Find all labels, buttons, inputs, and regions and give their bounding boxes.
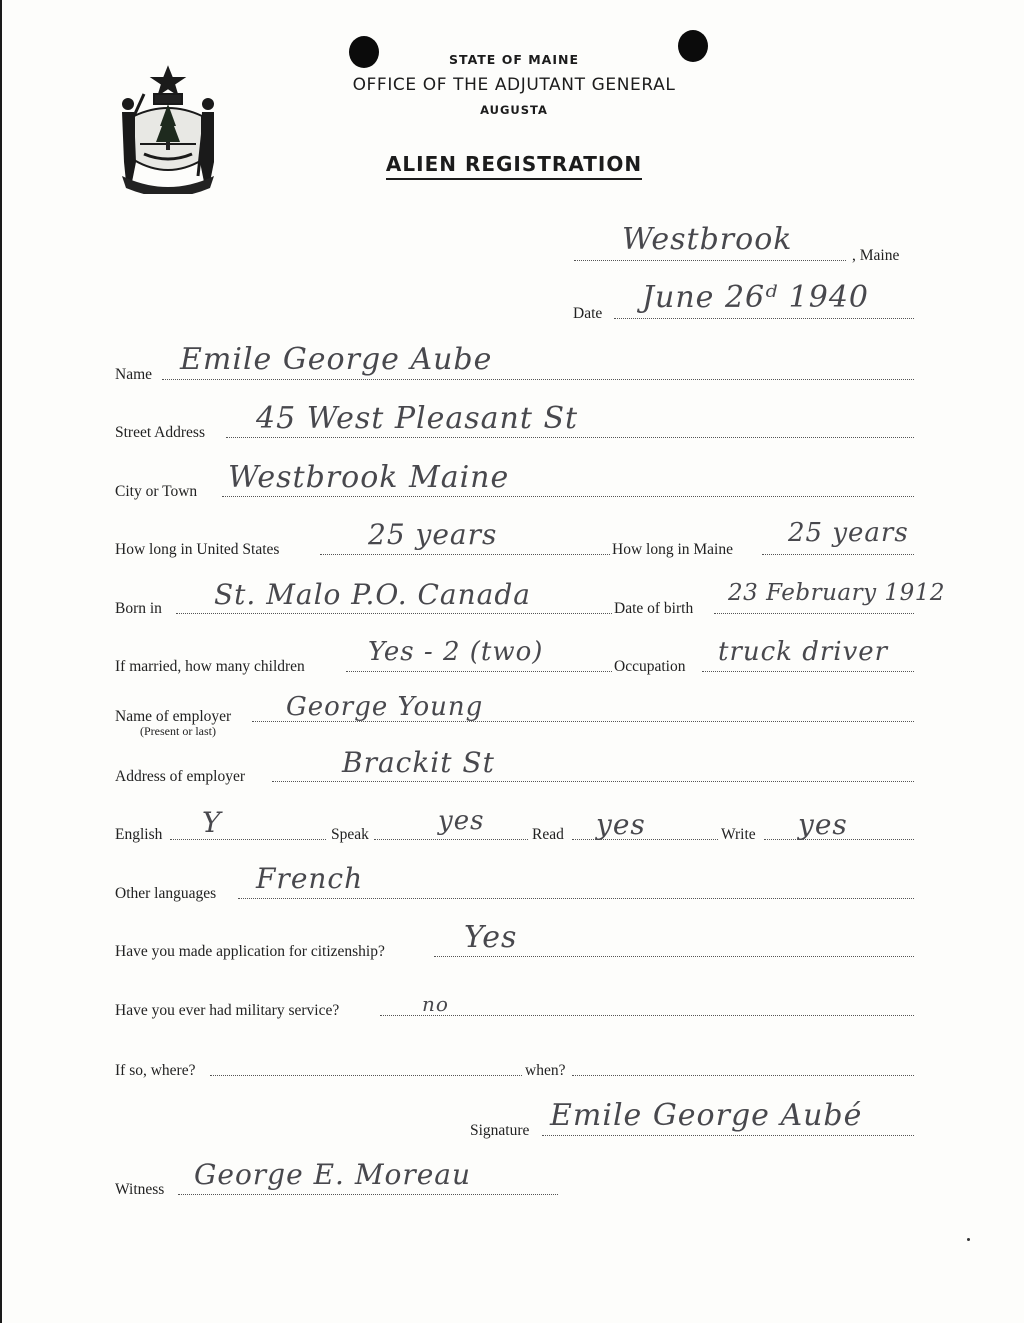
form-title: ALIEN REGISTRATION bbox=[2, 152, 1024, 180]
name-label: Name bbox=[115, 366, 153, 383]
employer-sublabel: (Present or last) bbox=[140, 724, 216, 738]
witness-value: George E. Moreau bbox=[194, 1158, 472, 1191]
citizenship-value: Yes bbox=[464, 920, 518, 955]
witness-label: Witness bbox=[115, 1181, 165, 1198]
speak-value: yes bbox=[438, 806, 485, 836]
english-value: Y bbox=[202, 806, 222, 839]
write-value: yes bbox=[798, 808, 848, 841]
read-value: yes bbox=[596, 808, 646, 841]
city-value: Westbrook Maine bbox=[228, 460, 510, 495]
street-value: 45 West Pleasant St bbox=[256, 401, 579, 436]
us-time-label: How long in United States bbox=[115, 541, 280, 558]
occupation-label: Occupation bbox=[614, 658, 686, 675]
dob-label: Date of birth bbox=[614, 600, 694, 617]
speak-label: Speak bbox=[331, 826, 369, 843]
write-label: Write bbox=[721, 826, 756, 843]
place-suffix: , Maine bbox=[852, 247, 900, 264]
dob-value: 23 February 1912 bbox=[728, 580, 945, 606]
languages-label: Other languages bbox=[115, 885, 217, 902]
street-label: Street Address bbox=[115, 424, 205, 441]
name-value: Emile George Aube bbox=[180, 342, 493, 377]
signature-label: Signature bbox=[470, 1122, 530, 1139]
born-value: St. Malo P.O. Canada bbox=[214, 578, 531, 611]
header-city: AUGUSTA bbox=[480, 103, 548, 117]
city-label: City or Town bbox=[115, 483, 198, 500]
place-value: Westbrook bbox=[622, 222, 793, 257]
born-label: Born in bbox=[115, 600, 162, 617]
children-label: If married, how many children bbox=[115, 658, 305, 675]
header-office: OFFICE OF THE ADJUTANT GENERAL bbox=[352, 75, 676, 95]
children-value: Yes - 2 (two) bbox=[368, 637, 544, 667]
signature-value: Emile George Aubé bbox=[550, 1098, 863, 1133]
employer-address-value: Brackit St bbox=[342, 746, 495, 779]
employer-address-label: Address of employer bbox=[115, 768, 245, 785]
date-value: June 26ᵈ 1940 bbox=[642, 280, 870, 315]
english-label: English bbox=[115, 826, 163, 843]
employer-value: George Young bbox=[286, 692, 484, 722]
citizenship-label: Have you made application for citizenship? bbox=[115, 943, 385, 960]
occupation-value: truck driver bbox=[718, 637, 889, 667]
date-label: Date bbox=[573, 305, 603, 322]
where-label: If so, where? bbox=[115, 1062, 196, 1079]
employer-label: Name of employer bbox=[115, 708, 232, 725]
military-label: Have you ever had military service? bbox=[115, 1002, 340, 1019]
maine-time-label: How long in Maine bbox=[612, 541, 733, 558]
languages-value: French bbox=[256, 862, 364, 895]
maine-time-value: 25 years bbox=[788, 518, 909, 548]
read-label: Read bbox=[532, 826, 564, 843]
military-value: no bbox=[422, 992, 449, 1016]
header-state: STATE OF MAINE bbox=[449, 52, 579, 67]
us-time-value: 25 years bbox=[368, 518, 498, 551]
when-label: when? bbox=[525, 1062, 566, 1079]
